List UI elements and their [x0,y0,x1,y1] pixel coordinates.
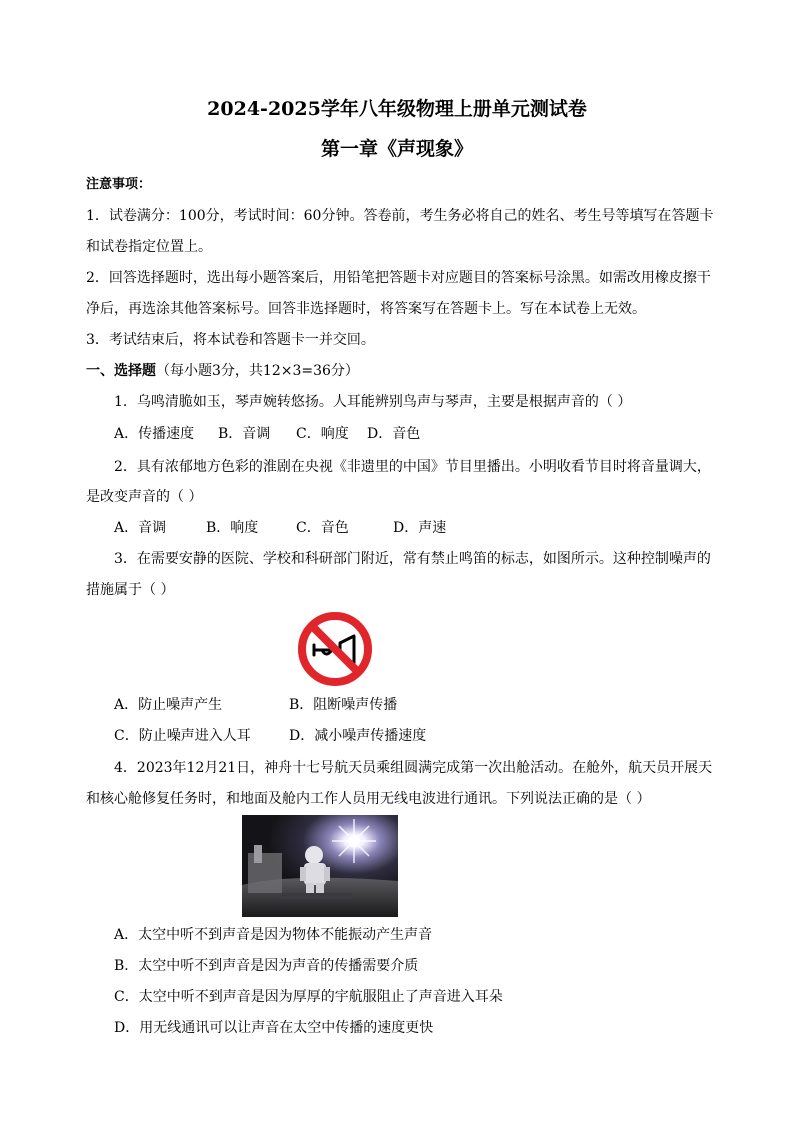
spacewalk-photo [242,815,398,917]
question-3-stem-cont: 措施属于（ ） [86,582,175,598]
question-2-stem: 2．具有浓郁地方色彩的淮剧在央视《非遗里的中国》节目里播出。小明收看节目时将音量调大， [114,459,711,475]
q4-option-a: A．太空中听不到声音是因为物体不能振动产生声音 [114,927,433,943]
notice-item: 和试卷指定位置上。 [86,239,212,255]
q3-option-b: B．阻断噪声传播 [289,697,398,713]
notice-item: 2．回答选择题时，选出每小题答案后，用铅笔把答题卡对应题目的答案标号涂黑。如需改用橡皮擦干 [86,270,711,286]
q2-option-a: A．音调 [114,520,167,536]
q1-option-c: C．响度 [296,426,349,442]
section-heading [86,361,359,381]
no-horn-sign-icon [296,610,374,688]
q1-option-b: B．音调 [218,426,271,442]
notice-item: 净后，再选涂其他答案标号。回答非选择题时，将答案写在答题卡上。写在本试卷上无效。 [86,301,646,317]
q2-option-c: C．音色 [296,520,349,536]
q3-option-d: D．减小噪声传播速度 [289,728,427,744]
question-2-stem-cont: 是改变声音的（ ） [86,489,203,505]
section-note: （每小题3分，共12×3=36分） [156,363,359,379]
q3-option-c: C．防止噪声进入人耳 [114,728,251,744]
notice-heading: 注意事项： [86,177,152,192]
astronaut-spacewalk-image [242,815,398,917]
question-3-stem: 3．在需要安静的医院、学校和科研部门附近，常有禁止鸣笛的标志，如图所示。这种控制噪声的 [114,551,711,567]
q3-option-a: A．防止噪声产生 [114,697,223,713]
q2-option-b: B．响度 [206,520,259,536]
q4-option-c: C．太空中听不到声音是因为厚厚的宇航服阻止了声音进入耳朵 [114,989,503,1005]
notice-item: 1．试卷满分：100分，考试时间：60分钟。答卷前，考生务必将自己的姓名、考生号等填写在答题卡 [86,208,714,224]
section-title: 一、选择题 [86,363,156,379]
q1-option-a: A．传播速度 [114,426,195,442]
q4-option-d: D．用无线通讯可以让声音在太空中传播的速度更快 [114,1020,434,1036]
q2-option-d: D．声速 [393,520,447,536]
q1-option-d: D．音色 [367,426,421,442]
question-4-stem: 4．2023年12月21日，神舟十七号航天员乘组圆满完成第一次出舱活动。在舱外，航天员开展天 [114,760,713,776]
no-horn-sign-figure [296,610,374,688]
q4-option-b: B．太空中听不到声音是因为声音的传播需要介质 [114,958,419,974]
question-4-stem-cont: 和核心舱修复任务时，和地面及舱内工作人员用无线电波进行通讯。下列说法正确的是（ ） [86,791,651,807]
notice-item: 3．考试结束后，将本试卷和答题卡一并交回。 [86,332,375,348]
question-1-stem: 1．乌鸣清脆如玉，琴声婉转悠扬。人耳能辨别鸟声与琴声，主要是根据声音的（ ） [114,394,632,410]
page-title: 2024-2025学年八年级物理上册单元测试卷 [207,98,587,120]
chapter-subtitle: 第一章《声现象》 [320,138,473,160]
